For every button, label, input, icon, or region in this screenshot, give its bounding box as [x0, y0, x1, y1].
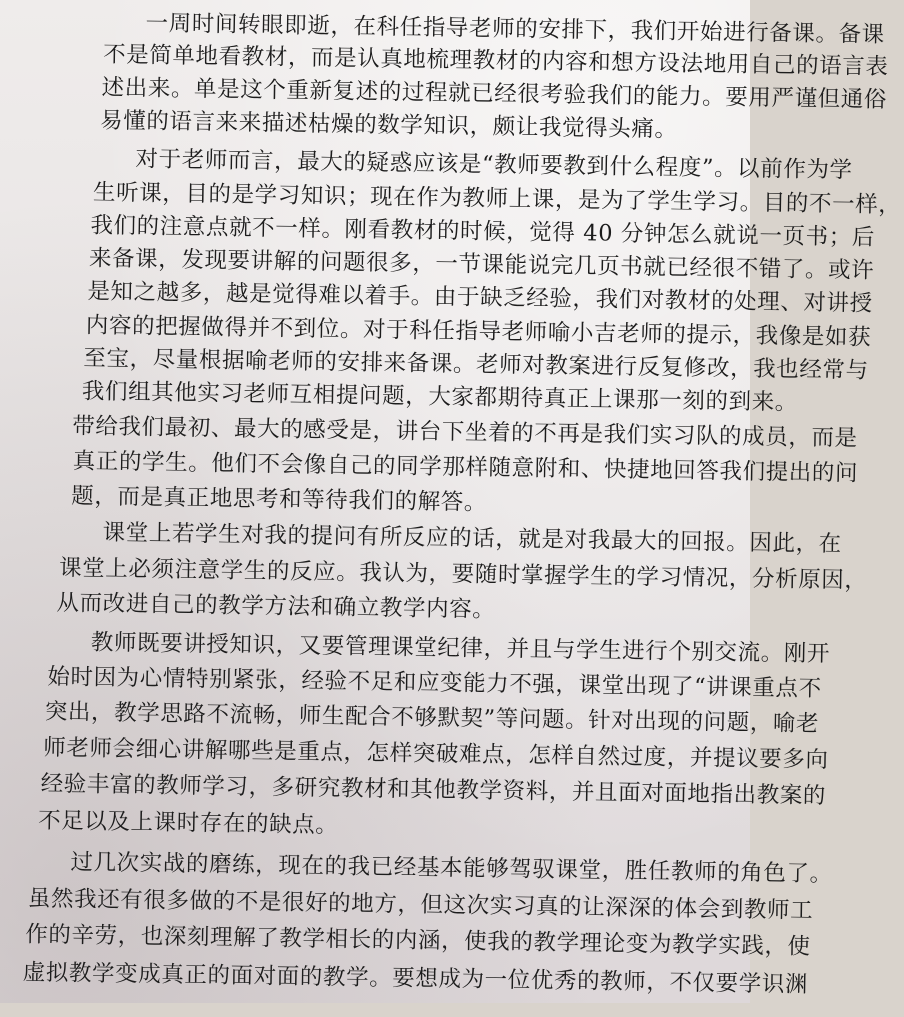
text-line: 虚拟教学变成真正的面对面的教学。要想成为一位优秀的教师，不仅要学识渊 [22, 959, 809, 998]
text-line: 我们组其他实习老师互相提问题，大家都期待真正上课那一刻的到来。 [81, 378, 799, 416]
text-line: 带给我们最初、最大的感受是，讲台下坐着的不再是我们实习队的成员，而是 [72, 413, 858, 452]
text-line: 一周时间转眼即逝，在科任指导老师的安排下，我们开始进行备课。备课 [145, 10, 885, 48]
text-line: 教师既要讲授知识，又要管理课堂纪律，并且与学生进行个别交流。刚开 [90, 629, 831, 668]
text-line: 突出，教学思路不流畅，师生配合不够默契”等问题。针对出现的问题，喻老 [44, 698, 820, 737]
text-line: 来备课，发现要讲解的问题很多，一节课能说完几页书就已经很不错了。或许 [88, 245, 875, 284]
text-line: 对于老师而言，最大的疑惑应该是“教师要教到什么程度”。以前作为学 [135, 146, 853, 184]
text-line: 虽然我还有很多做的不是很好的地方，但这次实习真的让深深的体会到教师工 [27, 885, 814, 924]
text-line: 不足以及上课时存在的缺点。 [37, 807, 339, 839]
text-line: 过几次实战的磨练，现在的我已经基本能够驾驭课堂，胜任教师的角色了。 [70, 849, 833, 888]
text-line: 生听课，目的是学习知识；现在作为教师上课，是为了学生学习。目的不一样， [92, 179, 902, 219]
text-line: 内容的把握做得并不到位。对于科任指导老师喻小吉老师的提示，我像是如获 [85, 312, 872, 351]
text-line: 始时因为心情特别紧张，经验不足和应变能力不强，课堂出现了“讲课重点不 [47, 663, 822, 702]
text-line: 师老师会细心讲解哪些是重点，怎样突破难点，怎样自然过度，并提议要多向 [43, 734, 829, 774]
text-line: 真正的学生。他们不会像自己的同学那样随意附和、快捷地回答我们提出的问 [72, 448, 859, 487]
text-line: 题，而是真正地思考和等待我们的解答。 [71, 483, 488, 516]
text-line: 我们的注意点就不一样。刚看教材的时候，觉得 40 分钟怎么就说一页书；后 [90, 212, 876, 251]
text-line: 不是简单地看教材，而是认真地梳理教材的内容和想方设法地用自己的语言表 [102, 41, 889, 80]
text-line: 从而改进自己的教学方法和确立教学内容。 [56, 589, 496, 623]
text-line: 易懂的语言来来描述枯燥的数学知识，颇让我觉得头痛。 [99, 107, 678, 143]
text-line: 是知之越多，越是觉得难以着手。由于缺乏经验，我们对教材的处理、对讲授 [87, 278, 873, 317]
text-line: 述出来。单是这个重新复述的过程就已经很考验我们的能力。要用严谨但通俗 [101, 74, 888, 113]
text-line: 作的辛劳，也深刻理解了教学相长的内涵，使我的教学理论变为教学实践，使 [25, 921, 811, 960]
text-line: 至宝，尽量根据喻老师的安排来备课。老师对教案进行反复修改，我也经常与 [83, 345, 869, 384]
text-line: 课堂上若学生对我的提问有所反应的话，就是对我最大的回报。因此，在 [102, 519, 842, 558]
text-line: 课堂上必须注意学生的反应。我认为，要随时掌握学生的学习情况，分析原因， [58, 554, 868, 594]
text-line: 经验丰富的教师学习，多研究教材和其他教学资料，并且面对面地指出教案的 [40, 770, 827, 810]
